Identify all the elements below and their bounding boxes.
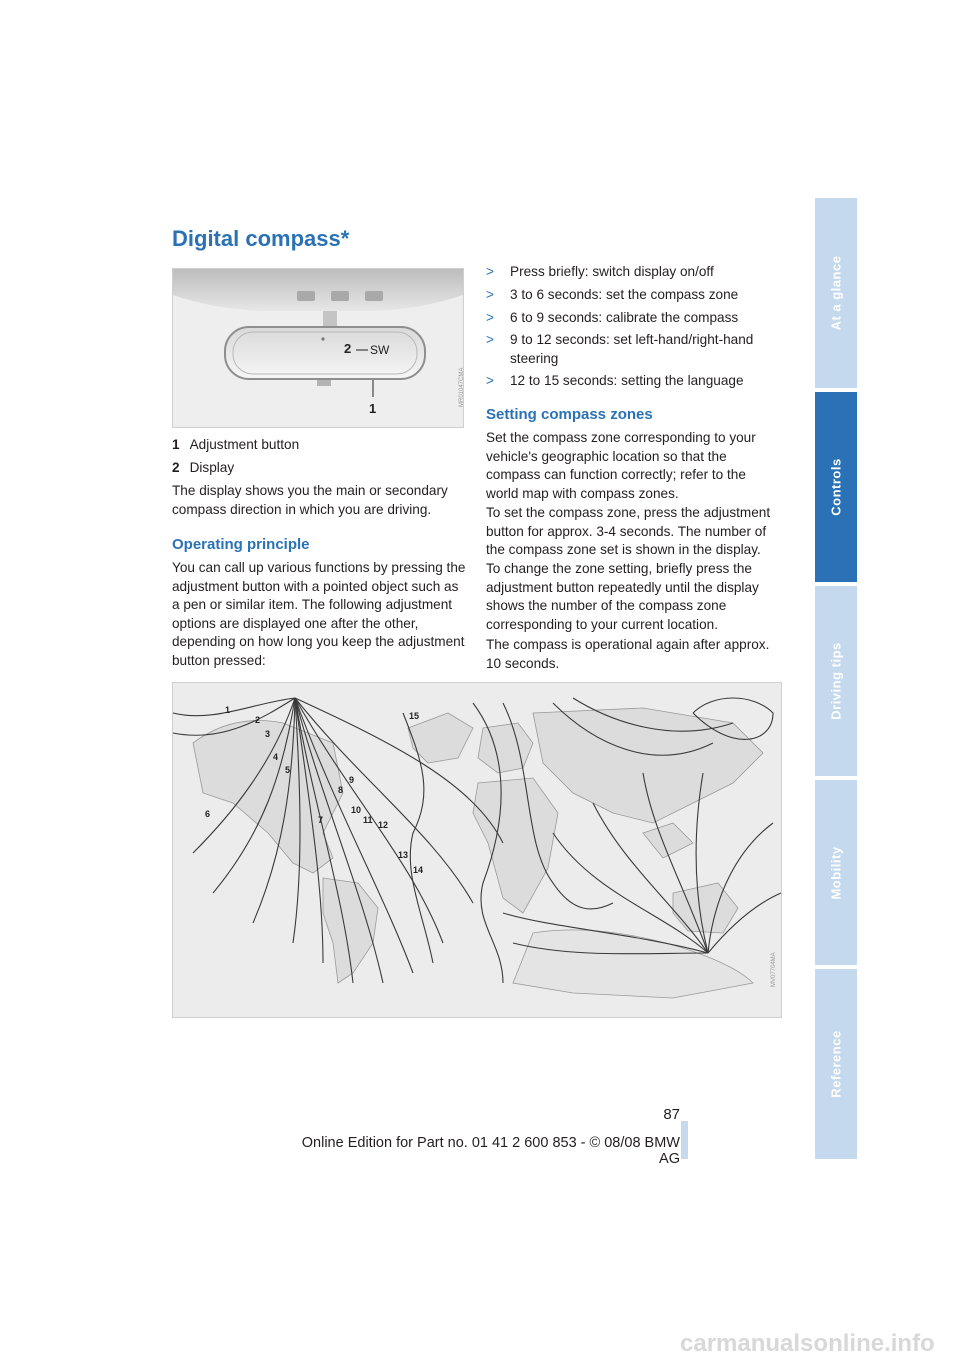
compass-zone-map [172,682,782,1018]
svg-text:1: 1 [225,705,231,715]
legend-item: 1 Adjustment button [172,437,300,452]
svg-text:15: 15 [409,711,420,721]
tab-controls[interactable]: Controls [815,392,857,582]
svg-text:7: 7 [318,815,324,825]
map-image-code: MV07704MA [771,952,777,987]
heading-operating-principle: Operating principle [172,536,310,553]
page-title: Digital compass* [172,226,350,251]
watermark: carmanualsonline.info [680,1330,935,1357]
operating-text: You can call up various functions by pressing the adjustment button with a pointed object such as a pen or similar item. The following adjustment options are displayed one after the other, depending on how long you keep the adjustment button pressed: [172,560,466,668]
legend-item: 2 Display [172,460,235,475]
footer-bar [681,1121,688,1159]
zones-paragraph: To set the compass zone, press the adjustment button for approx. 3-4 seconds. The number of the compass zone set is shown in the display. [486,505,771,557]
svg-text:5: 5 [285,765,291,775]
compass-display: SW [370,343,390,357]
svg-text:12: 12 [378,820,389,830]
tab-reference[interactable]: Reference [815,969,857,1159]
callout-2: 2 [344,341,352,356]
svg-text:10: 10 [351,805,362,815]
tab-at-a-glance[interactable]: At a glance [815,198,857,388]
page-number: 87 [663,1106,680,1123]
image-code: MR01047CMA [459,367,465,407]
rearview-mirror-illustration [173,269,463,427]
mirror-figure [172,268,464,428]
zones-paragraph: Set the compass zone corresponding to your vehicle's geographic location so that the compass can function correctly; refer to the world map with compass zones. [486,430,756,501]
svg-text:13: 13 [398,850,409,860]
svg-text:14: 14 [413,865,424,875]
svg-text:2: 2 [255,715,261,725]
svg-text:9: 9 [349,775,355,785]
svg-text:11: 11 [363,815,373,825]
callout-1: 1 [369,401,377,416]
zones-paragraph: The compass is operational again after approx. 10 seconds. [486,637,770,671]
svg-text:8: 8 [338,785,344,795]
footer-text: Online Edition for Part no. 01 41 2 600 853 - © 08/08 BMW AG [301,1135,680,1167]
svg-text:4: 4 [273,752,279,762]
svg-text:3: 3 [265,729,271,739]
zones-paragraph: To change the zone setting, briefly press the adjustment button repeatedly until the display shows the number of the compass zone corresponding to your current location. [486,561,759,632]
intro-text: The display shows you the main or secondary compass direction in which you are driving. [172,483,448,517]
tab-driving-tips[interactable]: Driving tips [815,586,857,776]
heading-setting-compass-zones: Setting compass zones [486,406,653,423]
svg-text:6: 6 [205,809,211,819]
tab-mobility[interactable]: Mobility [815,780,857,965]
world-map-illustration [173,683,781,1017]
